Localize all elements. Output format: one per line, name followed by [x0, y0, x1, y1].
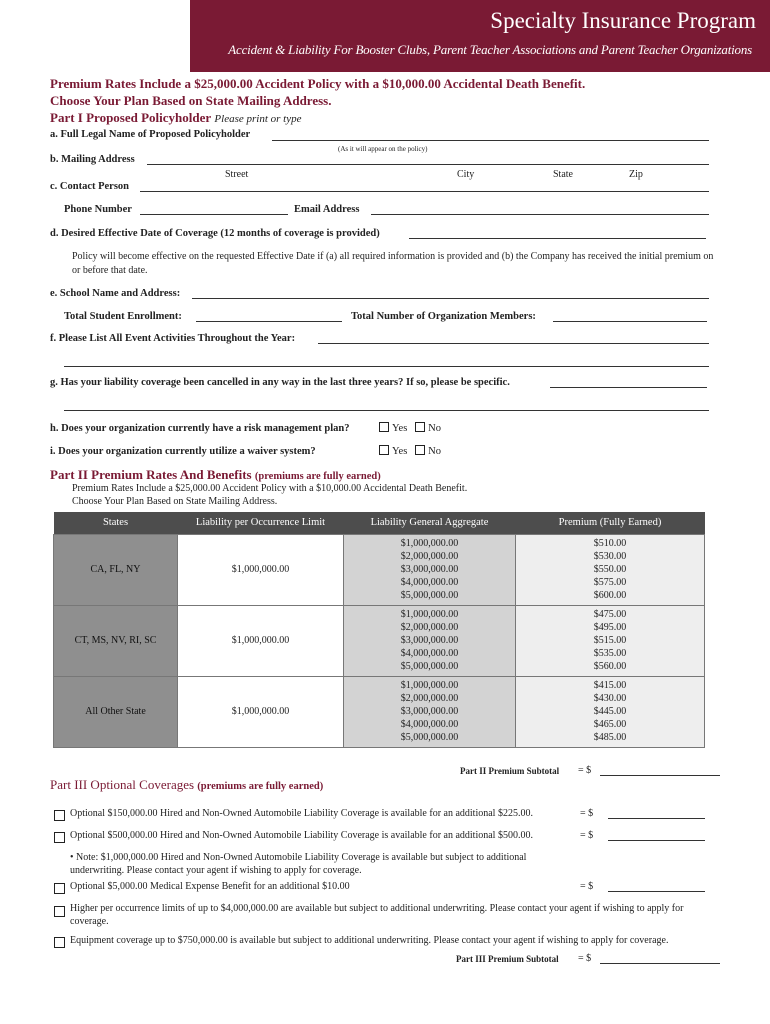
limit-cell: $1,000,000.00 — [178, 676, 344, 747]
coverage-cancelled-field[interactable] — [550, 387, 707, 388]
school-name-label: e. School Name and Address: — [50, 288, 181, 299]
coverage-cancelled-field-2[interactable] — [64, 410, 709, 411]
opt-auto-150k-checkbox[interactable] — [54, 810, 65, 821]
states-cell: CT, MS, NV, RI, SC — [54, 605, 178, 676]
opt-auto-150k-field[interactable] — [608, 818, 705, 819]
aggregate-cell — [344, 605, 516, 676]
part3-subtotal-label: Part III Premium Subtotal — [456, 954, 559, 964]
part1-title-note: Please print or type — [214, 113, 302, 125]
waiver-system-options — [379, 445, 441, 457]
premium-value: $560.00 — [593, 661, 627, 672]
premium-value: $495.00 — [593, 622, 627, 633]
risk-plan-yes-label: Yes — [392, 423, 408, 434]
full-legal-name-note: (As it will appear on the policy) — [338, 145, 428, 153]
opt-note-line-1: • Note: $1,000,000.00 Hired and Non-Owned Automobile Liability Coverage is available but subject to additional — [70, 852, 527, 863]
premium-value: $475.00 — [593, 609, 627, 620]
waiver-system-label: i. Does your organization currently utilize a waiver system? — [50, 446, 316, 457]
phone-label: Phone Number — [64, 204, 132, 215]
part2-subtotal-label: Part II Premium Subtotal — [460, 766, 560, 776]
aggregate-value: $1,000,000.00 — [400, 538, 459, 549]
part3-subtotal-eq: = $ — [578, 953, 592, 964]
student-enrollment-label: Total Student Enrollment: — [64, 311, 182, 322]
mailing-address-field[interactable] — [147, 164, 709, 165]
part3-title-note: (premiums are fully earned) — [197, 781, 324, 792]
part2-subtotal-eq: = $ — [578, 765, 592, 776]
coverage-cancelled-label: g. Has your liability coverage been cancelled in any way in the last three years? If so, please be specific. — [50, 377, 510, 388]
column-header: Liability per Occurrence Limit — [178, 512, 344, 534]
effective-date-field[interactable] — [409, 238, 706, 239]
opt-higher-limits-line-1: Higher per occurrence limits of up to $4,000,000.00 are available but subject to additional underwriting. Please contact your agent if wishing to apply for — [70, 903, 684, 914]
premium-value: $465.00 — [593, 719, 627, 730]
phone-field[interactable] — [140, 214, 288, 215]
limit-cell: $1,000,000.00 — [178, 534, 344, 605]
intro-line-2: Choose Your Plan Based on State Mailing Address. — [50, 93, 332, 108]
risk-plan-no-checkbox[interactable] — [415, 422, 425, 432]
aggregate-cell — [344, 534, 516, 605]
mailing-address-label: b. Mailing Address — [50, 154, 135, 165]
event-activities-label: f. Please List All Event Activities Throughout the Year: — [50, 333, 296, 344]
risk-plan-no-label: No — [428, 423, 441, 434]
premium-rates-table — [53, 512, 705, 748]
aggregate-value: $1,000,000.00 — [400, 680, 459, 691]
school-name-field[interactable] — [192, 298, 709, 299]
opt-higher-limits-checkbox[interactable] — [54, 906, 65, 917]
opt-medical-label: Optional $5,000.00 Medical Expense Benefit for an additional $10.00 — [70, 881, 350, 892]
column-header: States — [54, 512, 178, 534]
aggregate-value: $2,000,000.00 — [400, 693, 459, 704]
email-field[interactable] — [371, 214, 709, 215]
zip-caption: Zip — [629, 169, 643, 180]
table-header-row — [54, 512, 705, 534]
opt-equipment-label: Equipment coverage up to $750,000.00 is available but subject to additional underwriting. Please contact your agent if wishing to apply for coverage. — [70, 935, 669, 946]
premium-value: $445.00 — [593, 706, 627, 717]
waiver-no-checkbox[interactable] — [415, 445, 425, 455]
opt-auto-500k-field[interactable] — [608, 840, 705, 841]
aggregate-value: $4,000,000.00 — [400, 577, 459, 588]
aggregate-value: $5,000,000.00 — [400, 661, 459, 672]
risk-plan-options — [379, 422, 441, 434]
aggregate-value: $5,000,000.00 — [400, 732, 459, 743]
premium-cell — [516, 676, 705, 747]
waiver-no-label: No — [428, 446, 441, 457]
part3-subtotal-field[interactable] — [600, 963, 720, 964]
premium-cell — [516, 605, 705, 676]
limit-cell: $1,000,000.00 — [178, 605, 344, 676]
opt-equipment-checkbox[interactable] — [54, 937, 65, 948]
part1-heading — [50, 110, 302, 126]
premium-value: $430.00 — [593, 693, 627, 704]
premium-value: $510.00 — [593, 538, 627, 549]
part2-heading — [50, 467, 381, 483]
premium-value: $600.00 — [593, 590, 627, 601]
opt-auto-500k-eq: = $ — [580, 830, 594, 841]
states-cell: All Other State — [54, 676, 178, 747]
aggregate-value: $3,000,000.00 — [400, 635, 459, 646]
aggregate-value: $3,000,000.00 — [400, 706, 459, 717]
opt-note-line-2: underwriting. Please contact your agent if wishing to apply for coverage. — [70, 865, 362, 876]
risk-plan-label: h. Does your organization currently have a risk management plan? — [50, 423, 350, 434]
header-banner — [190, 0, 770, 72]
states-cell: CA, FL, NY — [54, 534, 178, 605]
email-label: Email Address — [294, 204, 360, 215]
city-caption: City — [457, 169, 475, 180]
contact-person-label: c. Contact Person — [50, 181, 130, 192]
part2-title-note: (premiums are fully earned) — [254, 471, 381, 482]
full-legal-name-label: a. Full Legal Name of Proposed Policyholder — [50, 129, 251, 140]
full-legal-name-field[interactable] — [272, 140, 709, 141]
part2-note-1: Premium Rates Include a $25,000.00 Accident Policy with a $10,000.00 Accidental Death Benefit. — [72, 483, 468, 494]
opt-auto-150k-eq: = $ — [580, 808, 594, 819]
contact-person-field[interactable] — [140, 191, 709, 192]
page-title: Specialty Insurance Program — [490, 8, 756, 33]
opt-medical-field[interactable] — [608, 891, 705, 892]
opt-medical-checkbox[interactable] — [54, 883, 65, 894]
aggregate-value: $1,000,000.00 — [400, 609, 459, 620]
opt-auto-150k-label: Optional $150,000.00 Hired and Non-Owned Automobile Liability Coverage is available for an additional $225.00. — [70, 808, 533, 819]
part3-heading — [50, 777, 323, 793]
part1-title: Part I Proposed Policyholder — [50, 110, 212, 125]
opt-auto-500k-checkbox[interactable] — [54, 832, 65, 843]
organization-members-field[interactable] — [553, 321, 707, 322]
state-caption: State — [553, 169, 573, 180]
premium-cell — [516, 534, 705, 605]
part2-subtotal-field[interactable] — [600, 775, 720, 776]
part2-title: Part II Premium Rates And Benefits — [50, 467, 252, 482]
part3-title: Part III Optional Coverages — [50, 777, 195, 792]
opt-auto-500k-label: Optional $500,000.00 Hired and Non-Owned Automobile Liability Coverage is available for an additional $500.00. — [70, 830, 533, 841]
event-activities-field[interactable] — [318, 343, 709, 344]
aggregate-value: $4,000,000.00 — [400, 719, 459, 730]
table-row — [54, 676, 705, 747]
premium-value: $575.00 — [593, 577, 627, 588]
premium-value: $550.00 — [593, 564, 627, 575]
premium-value: $530.00 — [593, 551, 627, 562]
event-activities-field-2[interactable] — [64, 366, 709, 367]
aggregate-value: $4,000,000.00 — [400, 648, 459, 659]
aggregate-value: $2,000,000.00 — [400, 622, 459, 633]
student-enrollment-field[interactable] — [196, 321, 342, 322]
premium-value: $415.00 — [593, 680, 627, 691]
risk-plan-yes-checkbox[interactable] — [379, 422, 389, 432]
column-header: Liability General Aggregate — [344, 512, 516, 534]
opt-higher-limits-line-2: coverage. — [70, 916, 109, 927]
aggregate-value: $2,000,000.00 — [400, 551, 459, 562]
column-header: Premium (Fully Earned) — [516, 512, 705, 534]
waiver-yes-label: Yes — [392, 446, 408, 457]
aggregate-value: $3,000,000.00 — [400, 564, 459, 575]
table-row — [54, 534, 705, 605]
premium-value: $535.00 — [593, 648, 627, 659]
premium-value: $515.00 — [593, 635, 627, 646]
waiver-yes-checkbox[interactable] — [379, 445, 389, 455]
aggregate-cell — [344, 676, 516, 747]
intro-line-1: Premium Rates Include a $25,000.00 Accident Policy with a $10,000.00 Accidental Death Benefit. — [50, 76, 586, 91]
street-caption: Street — [225, 169, 249, 180]
table-row — [54, 605, 705, 676]
organization-members-label: Total Number of Organization Members: — [351, 311, 536, 322]
effective-date-label: d. Desired Effective Date of Coverage (12 months of coverage is provided) — [50, 228, 380, 239]
effective-date-note: Policy will become effective on the requested Effective Date if (a) all required information is provided and (b) the Company has received the initial premium on or before that date. — [72, 251, 714, 276]
page-subtitle: Accident & Liability For Booster Clubs, Parent Teacher Associations and Parent Teacher Organizations — [228, 42, 752, 57]
aggregate-value: $5,000,000.00 — [400, 590, 459, 601]
part2-note-2: Choose Your Plan Based on State Mailing Address. — [72, 496, 278, 507]
premium-value: $485.00 — [593, 732, 627, 743]
opt-medical-eq: = $ — [580, 881, 594, 892]
